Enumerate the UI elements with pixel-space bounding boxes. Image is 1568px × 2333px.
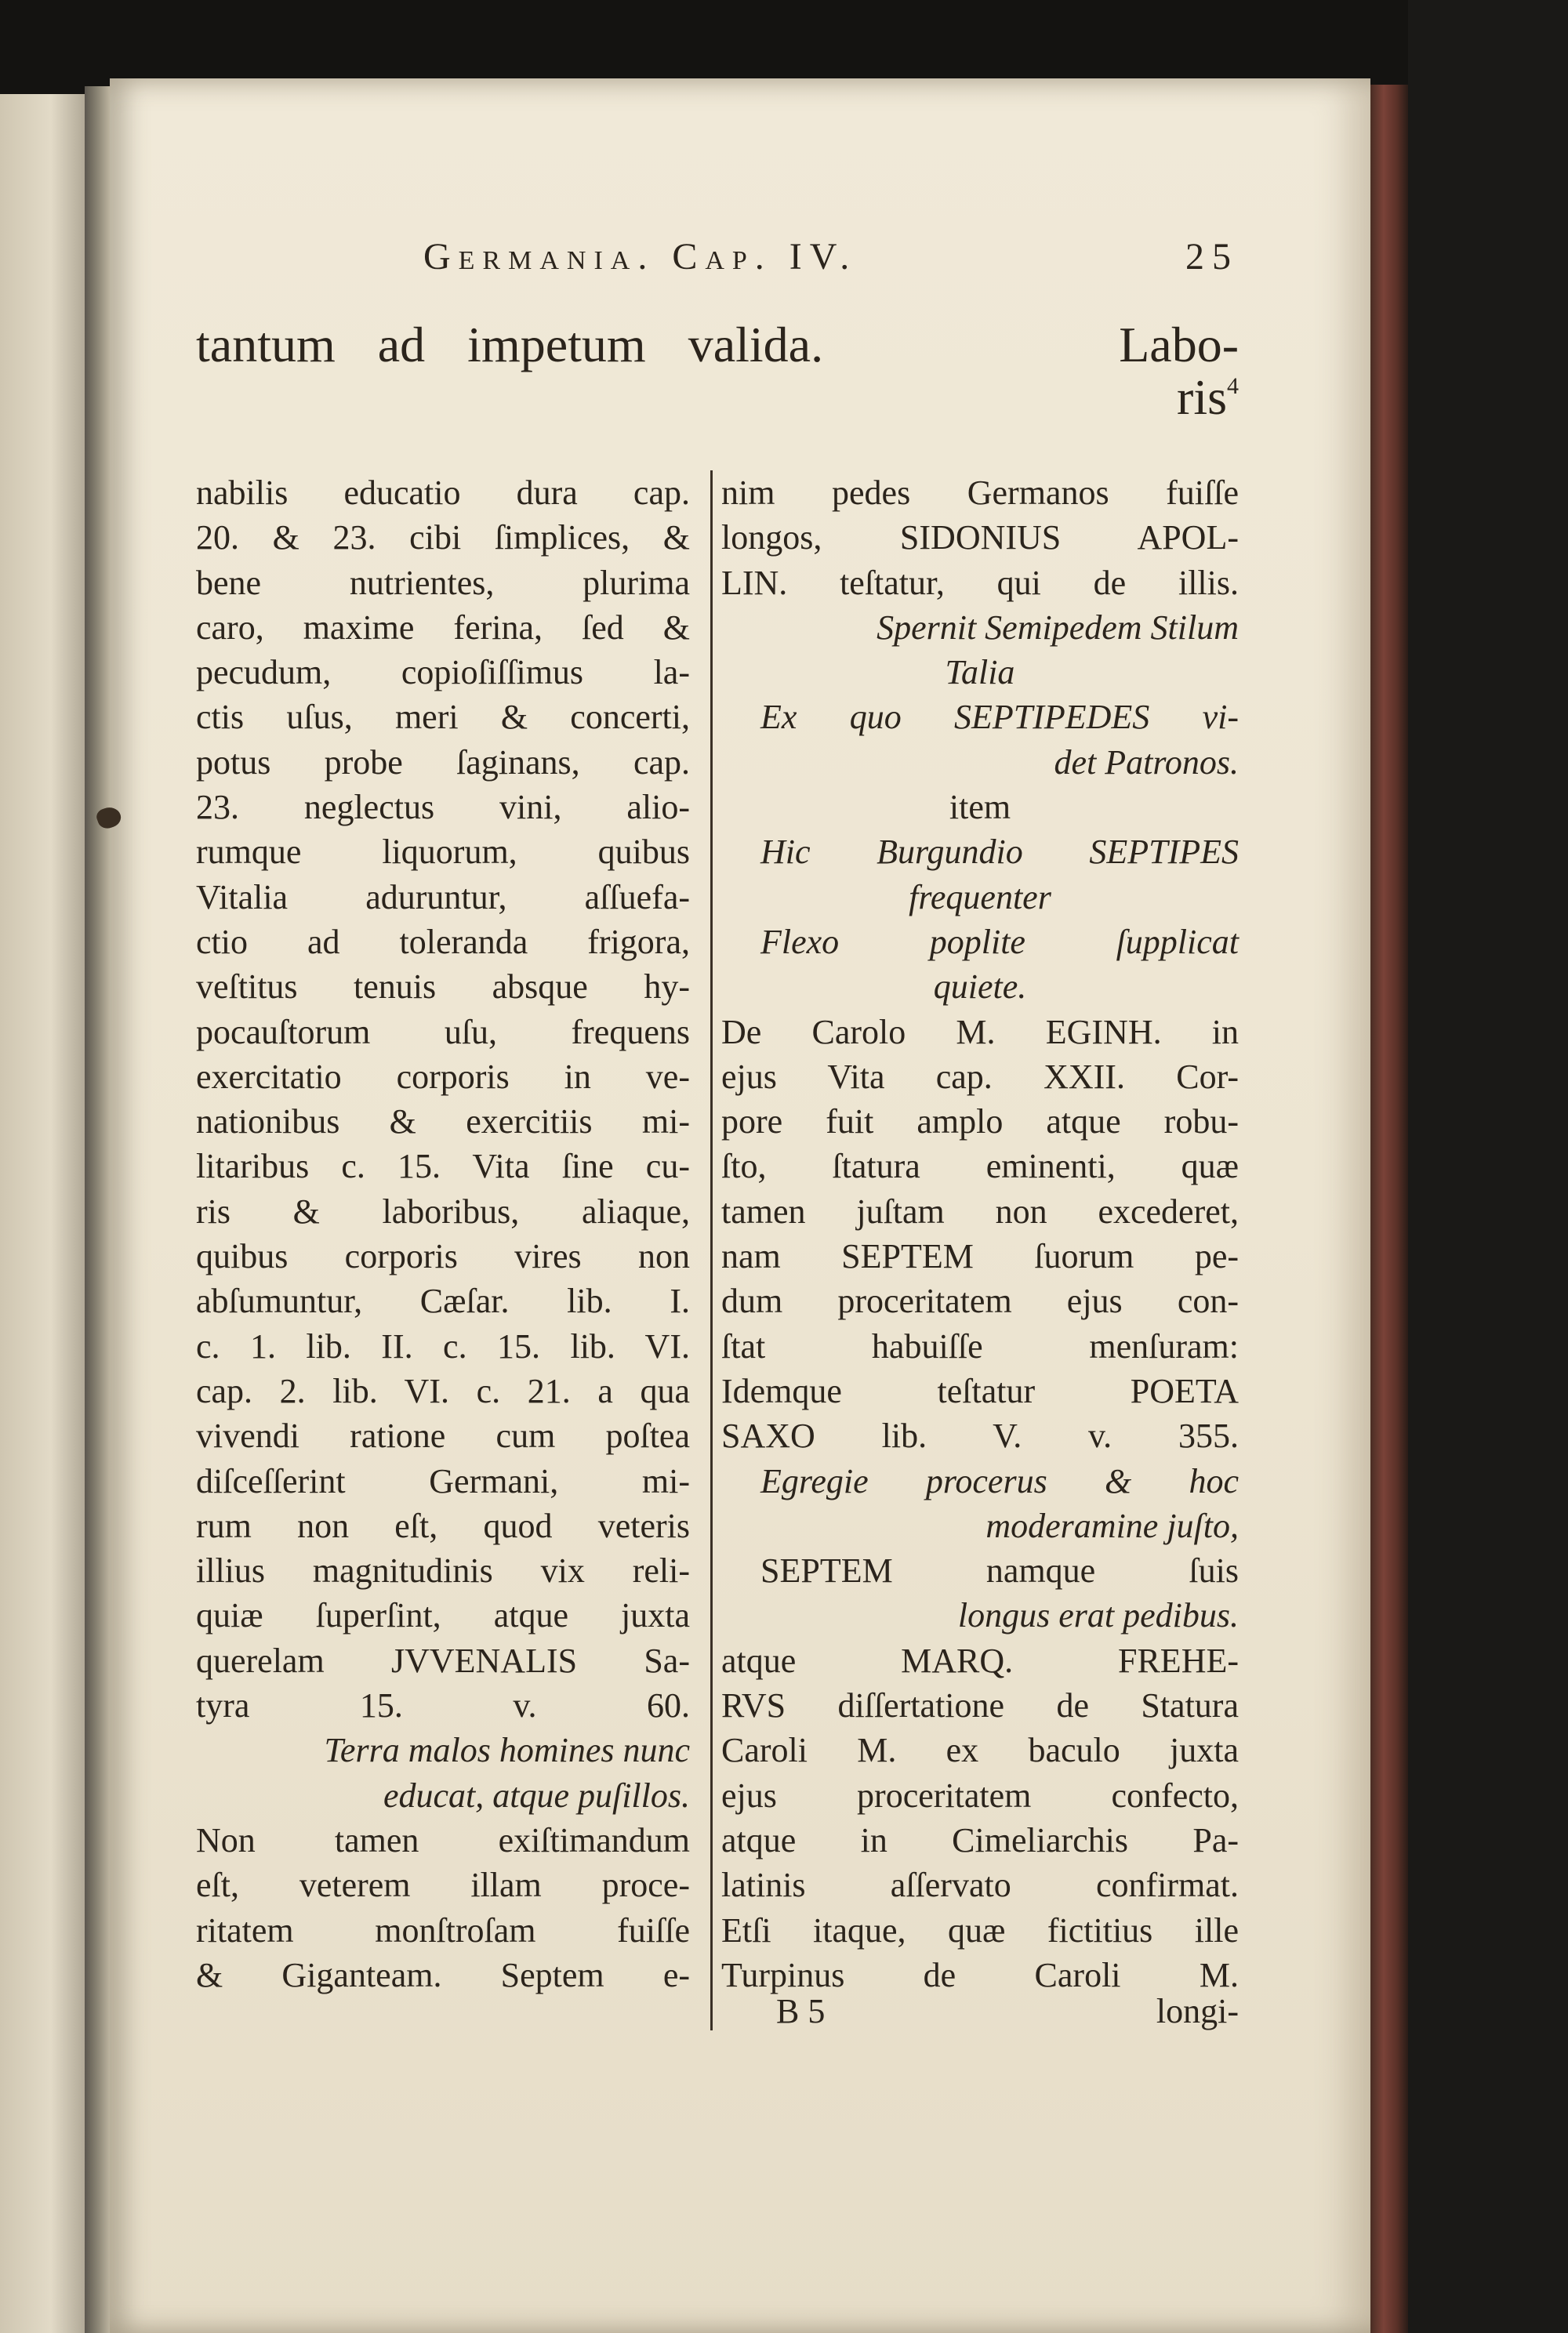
right-column-line: moderamine juſto, <box>985 1506 1239 1545</box>
left-column-line: & Giganteam. Septem e- <box>196 1955 690 1994</box>
left-column-line: exercitatio corporis in ve- <box>196 1057 690 1096</box>
right-column-line: Etſi itaque, quæ fictitius ille <box>721 1910 1239 1950</box>
left-column-line: caro, maxime ferina, ſed & <box>196 608 690 647</box>
right-column-line: longos, SIDONIUS APOL- <box>721 518 1239 557</box>
left-column-line: 20. & 23. cibi ſimplices, & <box>196 518 690 557</box>
right-column-line: dum proceritatem ejus con- <box>721 1282 1239 1321</box>
left-column-line: ctio ad toleranda frigora, <box>196 922 690 961</box>
right-column-line: Talia <box>945 653 1015 692</box>
left-column-line: abſumuntur, Cæſar. lib. I. <box>196 1282 690 1321</box>
left-column-line: rumque liquorum, quibus <box>196 833 690 872</box>
right-column-line: SEPTEM namque ſuis <box>760 1551 1239 1591</box>
right-column-line: ejus Vita cap. XXII. Cor- <box>721 1057 1239 1096</box>
left-footnote-column <box>196 470 690 1997</box>
left-column-line: pecudum, copioſiſſimus la- <box>196 653 690 692</box>
left-column-line: tyra 15. v. 60. <box>196 1686 690 1725</box>
main-catchword-text: ris <box>1177 369 1227 425</box>
right-column-line: Hic Burgundio SEPTIPES <box>760 833 1239 872</box>
right-column-line: LIN. teſtatur, qui de illis. <box>721 563 1239 602</box>
left-column-line: nationibus & exercitiis mi- <box>196 1102 690 1141</box>
running-title: Germania. Cap. IV. <box>423 235 858 278</box>
right-column-line: Caroli M. ex baculo juxta <box>721 1731 1239 1770</box>
footnote-reference: 4 <box>1227 373 1239 399</box>
right-column-line: RVS diſſertatione de Statura <box>721 1686 1239 1725</box>
background-right <box>1408 0 1568 2333</box>
main-catchword <box>1082 368 1239 423</box>
left-column-line: Terra malos homines nunc <box>324 1731 690 1770</box>
main-text-hyphen-end: Labo- <box>1119 317 1239 372</box>
left-column-line: quiæ ſuperſint, atque juxta <box>196 1596 690 1635</box>
left-column-line: ritatem monſtroſam fuiſſe <box>196 1910 690 1950</box>
right-column-line: Idemque teſtatur POETA <box>721 1371 1239 1410</box>
right-column-line: tamen juſtam non excederet, <box>721 1192 1239 1231</box>
right-column-line: atque in Cimeliarchis Pa- <box>721 1820 1239 1860</box>
footer-catchword: longi- <box>1156 1992 1239 2030</box>
left-column-line: illius magnitudinis vix reli- <box>196 1551 690 1591</box>
right-column-line: nim pedes Germanos fuiſſe <box>721 473 1239 512</box>
book-gutter <box>85 86 113 2333</box>
left-column-line: 23. neglectus vini, alio- <box>196 788 690 827</box>
right-column-line: quiete. <box>933 967 1027 1007</box>
right-column-line: longus erat pedibus. <box>957 1596 1239 1635</box>
facing-page-edge <box>0 94 93 2333</box>
right-column-line: De Carolo M. EGINH. in <box>721 1012 1239 1051</box>
left-column-line: pocauſtorum uſu, frequens <box>196 1012 690 1051</box>
page-number: 25 <box>1185 235 1239 278</box>
right-column-line: frequenter <box>909 877 1051 916</box>
right-column-line: pore fuit amplo atque robu- <box>721 1102 1239 1141</box>
right-column-line: SAXO lib. V. v. 355. <box>721 1417 1239 1456</box>
left-column-line: querelam JVVENALIS Sa- <box>196 1641 690 1680</box>
left-column-line: rum non eſt, quod veteris <box>196 1506 690 1545</box>
right-column-line: atque MARQ. FREHE- <box>721 1641 1239 1680</box>
left-column-line: nabilis educatio dura cap. <box>196 473 690 512</box>
left-column-line: ctis uſus, meri & concerti, <box>196 698 690 737</box>
right-column-line: ſto, ſtatura eminenti, quæ <box>721 1147 1239 1186</box>
running-head <box>423 229 1239 284</box>
left-column-line: bene nutrientes, plurima <box>196 563 690 602</box>
left-column-line: cap. 2. lib. VI. c. 21. a qua <box>196 1371 690 1410</box>
right-column-line: ejus proceritatem confecto, <box>721 1776 1239 1815</box>
left-column-line: Vitalia aduruntur, aſſuefa- <box>196 877 690 916</box>
right-column-line: Flexo poplite ſupplicat <box>760 922 1239 961</box>
signature-mark: B 5 <box>776 1992 826 2030</box>
left-column-line: ris & laboribus, aliaque, <box>196 1192 690 1231</box>
main-text-line <box>196 314 1239 376</box>
right-footnote-column <box>721 470 1239 1997</box>
main-text: tantum ad impetum valida. <box>196 317 824 372</box>
left-column-line: vivendi ratione cum poſtea <box>196 1417 690 1456</box>
left-column-line: eſt, veterem illam proce- <box>196 1866 690 1905</box>
left-column-line: quibus corporis vires non <box>196 1237 690 1276</box>
left-column-line: Non tamen exiſtimandum <box>196 1820 690 1860</box>
left-column-line: potus probe ſaginans, cap. <box>196 742 690 782</box>
left-column-line: diſceſſerint Germani, mi- <box>196 1461 690 1500</box>
right-column-line: ſtat habuiſſe menſuram: <box>721 1326 1239 1366</box>
right-column-line: latinis aſſervato confirmat. <box>721 1866 1239 1905</box>
left-column-line: c. 1. lib. II. c. 15. lib. VI. <box>196 1326 690 1366</box>
right-column-line: nam SEPTEM ſuorum pe- <box>721 1237 1239 1276</box>
left-column-line: litaribus c. 15. Vita ſine cu- <box>196 1147 690 1186</box>
column-divider <box>710 470 713 2030</box>
left-column-line: educat, atque puſillos. <box>383 1776 690 1815</box>
right-column-line: det Patronos. <box>1054 742 1239 782</box>
right-column-line: Ex quo SEPTIPEDES vi- <box>760 698 1239 737</box>
page-edge-red <box>1370 85 1408 2333</box>
right-column-line: Egregie procerus & hoc <box>760 1461 1239 1500</box>
right-column-line: item <box>949 788 1011 827</box>
right-column-line: Turpinus de Caroli M. <box>721 1955 1239 1994</box>
right-column-line: Spernit Semipedem Stilum <box>877 608 1239 647</box>
left-column-line: veſtitus tenuis absque hy- <box>196 967 690 1007</box>
